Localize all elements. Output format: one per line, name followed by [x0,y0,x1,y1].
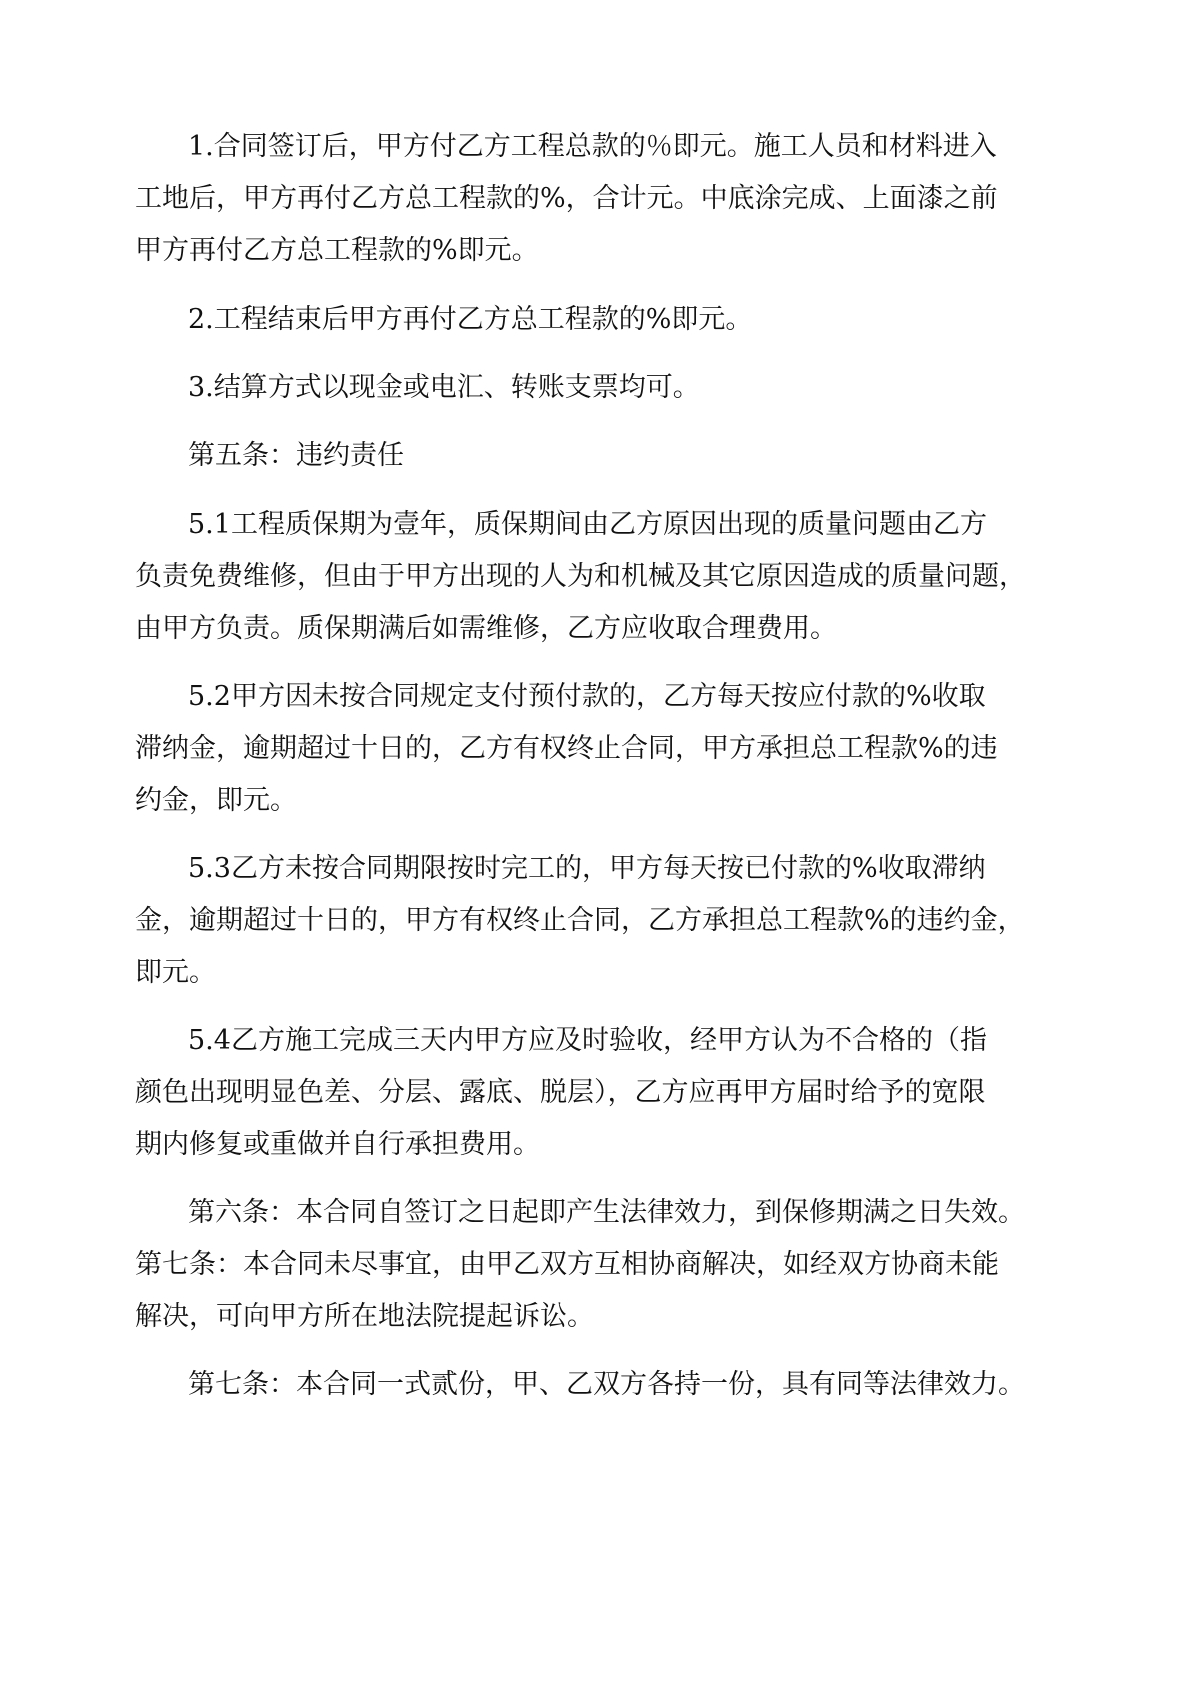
clause-5-2-line-3: 约金，即元。 [135,785,297,816]
clause-payment-1-line-3: 甲方再付乙方总工程款的%即元。 [135,235,539,266]
clause-5-2-line-2: 滞纳金，逾期超过十日的，乙方有权终止合同，甲方承担总工程款%的违 [135,733,998,764]
clause-5-1-line-2: 负责免费维修，但由于甲方出现的人为和机械及其它原因造成的质量问题， [135,561,1026,592]
clause-payment-1-line-2: 工地后，甲方再付乙方总工程款的%，合计元。中底涂完成、上面漆之前 [135,183,998,214]
article-7-disputes-line-2: 解决，可向甲方所在地法院提起诉讼。 [135,1301,594,1332]
clause-payment-3: 3.结算方式以现金或电汇、转账支票均可。 [188,372,700,403]
article-5-title: 第五条：违约责任 [188,440,404,471]
clause-5-1-line-3: 由甲方负责。质保期满后如需维修，乙方应收取合理费用。 [135,613,837,644]
article-7-copies: 第七条：本合同一式贰份，甲、乙双方各持一份，具有同等法律效力。 [188,1369,1025,1400]
clause-5-4-line-3: 期内修复或重做并自行承担费用。 [135,1129,540,1160]
clause-payment-2: 2.工程结束后甲方再付乙方总工程款的%即元。 [188,304,753,335]
article-6: 第六条：本合同自签订之日起即产生法律效力，到保修期满之日失效。 [188,1197,1025,1228]
clause-5-3-line-3: 即元。 [135,957,216,988]
clause-5-3-line-2: 金，逾期超过十日的，甲方有权终止合同，乙方承担总工程款%的违约金， [135,905,1025,936]
clause-5-3-line-1: 5.3乙方未按合同期限按时完工的，甲方每天按已付款的%收取滞纳 [188,853,986,884]
article-7-disputes-line-1: 第七条：本合同未尽事宜，由甲乙双方互相协商解决，如经双方协商未能 [135,1249,999,1280]
clause-payment-1-line-1: 1.合同签订后，甲方付乙方工程总款的％即元。施工人员和材料进入 [188,131,997,162]
clause-5-4-line-2: 颜色出现明显色差、分层、露底、脱层），乙方应再甲方届时给予的宽限 [135,1077,986,1108]
clause-5-1-line-1: 5.1工程质保期为壹年，质保期间由乙方原因出现的质量问题由乙方 [188,509,987,540]
clause-5-2-line-1: 5.2甲方因未按合同规定支付预付款的，乙方每天按应付款的%收取 [188,681,986,712]
clause-5-4-line-1: 5.4乙方施工完成三天内甲方应及时验收，经甲方认为不合格的（指 [188,1025,987,1056]
